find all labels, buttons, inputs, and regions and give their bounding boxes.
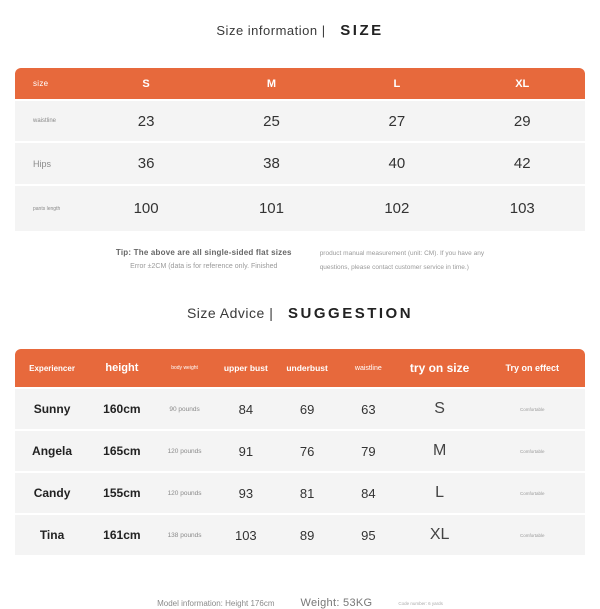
- cell-underbust: 69: [299, 401, 315, 417]
- cell-try-on-size: L: [435, 484, 445, 501]
- cell-waistline-l: 27: [388, 112, 406, 130]
- size-title-strong: SIZE: [340, 22, 384, 39]
- cell-name: Angela: [32, 444, 73, 458]
- size-header-xl: XL: [515, 77, 530, 90]
- cell-height: 160cm: [103, 402, 141, 416]
- cell-waistline: 84: [361, 485, 376, 501]
- cell-try-on-size: M: [432, 442, 447, 459]
- cell-waistline: 79: [361, 443, 376, 459]
- cell-underbust: 76: [299, 443, 315, 459]
- cell-try-on-size: S: [434, 400, 445, 417]
- row-label-pants-length: pants length: [33, 205, 61, 212]
- advice-table: [15, 349, 585, 555]
- size-header-s: S: [142, 77, 150, 90]
- advice-row-tina: [15, 515, 585, 555]
- advice-title-strong: SUGGESTION: [288, 305, 414, 322]
- cell-upper-bust: 93: [238, 485, 254, 501]
- advice-row-candy: [15, 473, 585, 513]
- cell-hips-s: 36: [137, 155, 155, 172]
- size-tip: [0, 248, 600, 271]
- cell-underbust: 81: [299, 485, 315, 501]
- cell-height: 161cm: [103, 528, 141, 542]
- cell-name: Sunny: [33, 402, 71, 416]
- tip-line-2: Error ±2CM (data is for reference only. Finished: [130, 263, 278, 270]
- cell-hips-xl: 42: [513, 155, 531, 172]
- cell-weight: 138 pounds: [167, 531, 202, 539]
- cell-weight: 90 pounds: [169, 405, 200, 413]
- cell-waistline-s: 23: [137, 112, 155, 130]
- size-table-header: [15, 68, 585, 99]
- size-tip-left: [116, 248, 292, 271]
- cell-try-on-effect: Comfortable: [519, 406, 545, 412]
- cell-try-on-effect: Comfortable: [519, 532, 545, 538]
- size-row-hips: [15, 143, 585, 184]
- cell-weight: 120 pounds: [167, 489, 202, 497]
- advice-header-body-weight: body weight: [171, 365, 198, 371]
- advice-header-upper-bust: upper bust: [223, 363, 268, 373]
- cell-height: 165cm: [103, 444, 141, 458]
- advice-header-height: height: [105, 362, 139, 374]
- cell-height: 155cm: [103, 486, 141, 500]
- size-row-pants-length: [15, 186, 585, 231]
- cell-pants-xl: 103: [509, 200, 535, 217]
- size-section-title: [0, 0, 600, 42]
- cell-upper-bust: 91: [238, 443, 254, 459]
- size-header-label: size: [33, 79, 49, 88]
- advice-header-waistline: waistline: [354, 364, 382, 372]
- advice-header-underbust: underbust: [286, 363, 328, 373]
- row-label-waistline: waistline: [33, 118, 57, 124]
- cell-name: Candy: [33, 486, 71, 500]
- cell-hips-l: 40: [388, 155, 406, 172]
- advice-row-angela: [15, 431, 585, 471]
- cell-pants-s: 100: [133, 200, 159, 217]
- model-info-footer: [0, 597, 600, 609]
- cell-upper-bust: 103: [234, 527, 257, 543]
- model-weight-text: Weight: 53KG: [300, 597, 373, 609]
- cell-try-on-effect: Comfortable: [519, 448, 545, 454]
- cell-waistline: 95: [361, 527, 376, 543]
- cell-name: Tina: [39, 528, 65, 542]
- cell-try-on-effect: Comfortable: [519, 490, 545, 496]
- advice-section-title: [0, 297, 600, 325]
- cell-waistline-xl: 29: [513, 112, 531, 130]
- cell-try-on-size: XL: [429, 526, 450, 543]
- cell-pants-l: 102: [384, 200, 410, 217]
- cell-weight: 120 pounds: [167, 447, 202, 455]
- size-header-m: M: [266, 77, 277, 90]
- cell-underbust: 89: [299, 527, 315, 543]
- advice-table-header: [15, 349, 585, 387]
- size-row-waistline: [15, 101, 585, 141]
- advice-header-try-on-effect: Try on effect: [505, 363, 559, 373]
- advice-header-experiencer: Experiencer: [29, 363, 75, 373]
- cell-pants-m: 101: [258, 200, 284, 217]
- tip-line-3: product manual measurement (unit: CM). If you have any: [319, 250, 485, 257]
- tip-line-4: questions, please contact customer service in time.): [319, 264, 469, 271]
- cell-hips-m: 38: [263, 155, 280, 172]
- advice-row-sunny: [15, 389, 585, 429]
- size-title-text: Size information |: [216, 23, 326, 38]
- model-info-text: Model information: Height 176cm: [157, 598, 275, 608]
- size-tip-right: [320, 248, 484, 271]
- tip-line-1: Tip: The above are all single-sided flat sizes: [115, 248, 292, 257]
- advice-title-text: Size Advice |: [186, 305, 274, 321]
- cell-waistline-m: 25: [263, 112, 280, 130]
- advice-header-try-on-size: try on size: [409, 361, 470, 375]
- row-label-hips: Hips: [33, 158, 52, 169]
- size-header-l: L: [393, 77, 401, 90]
- size-table: [15, 68, 585, 231]
- code-number-text: Code number: 6 yards: [398, 600, 443, 606]
- cell-waistline: 63: [361, 401, 376, 417]
- cell-upper-bust: 84: [238, 401, 254, 417]
